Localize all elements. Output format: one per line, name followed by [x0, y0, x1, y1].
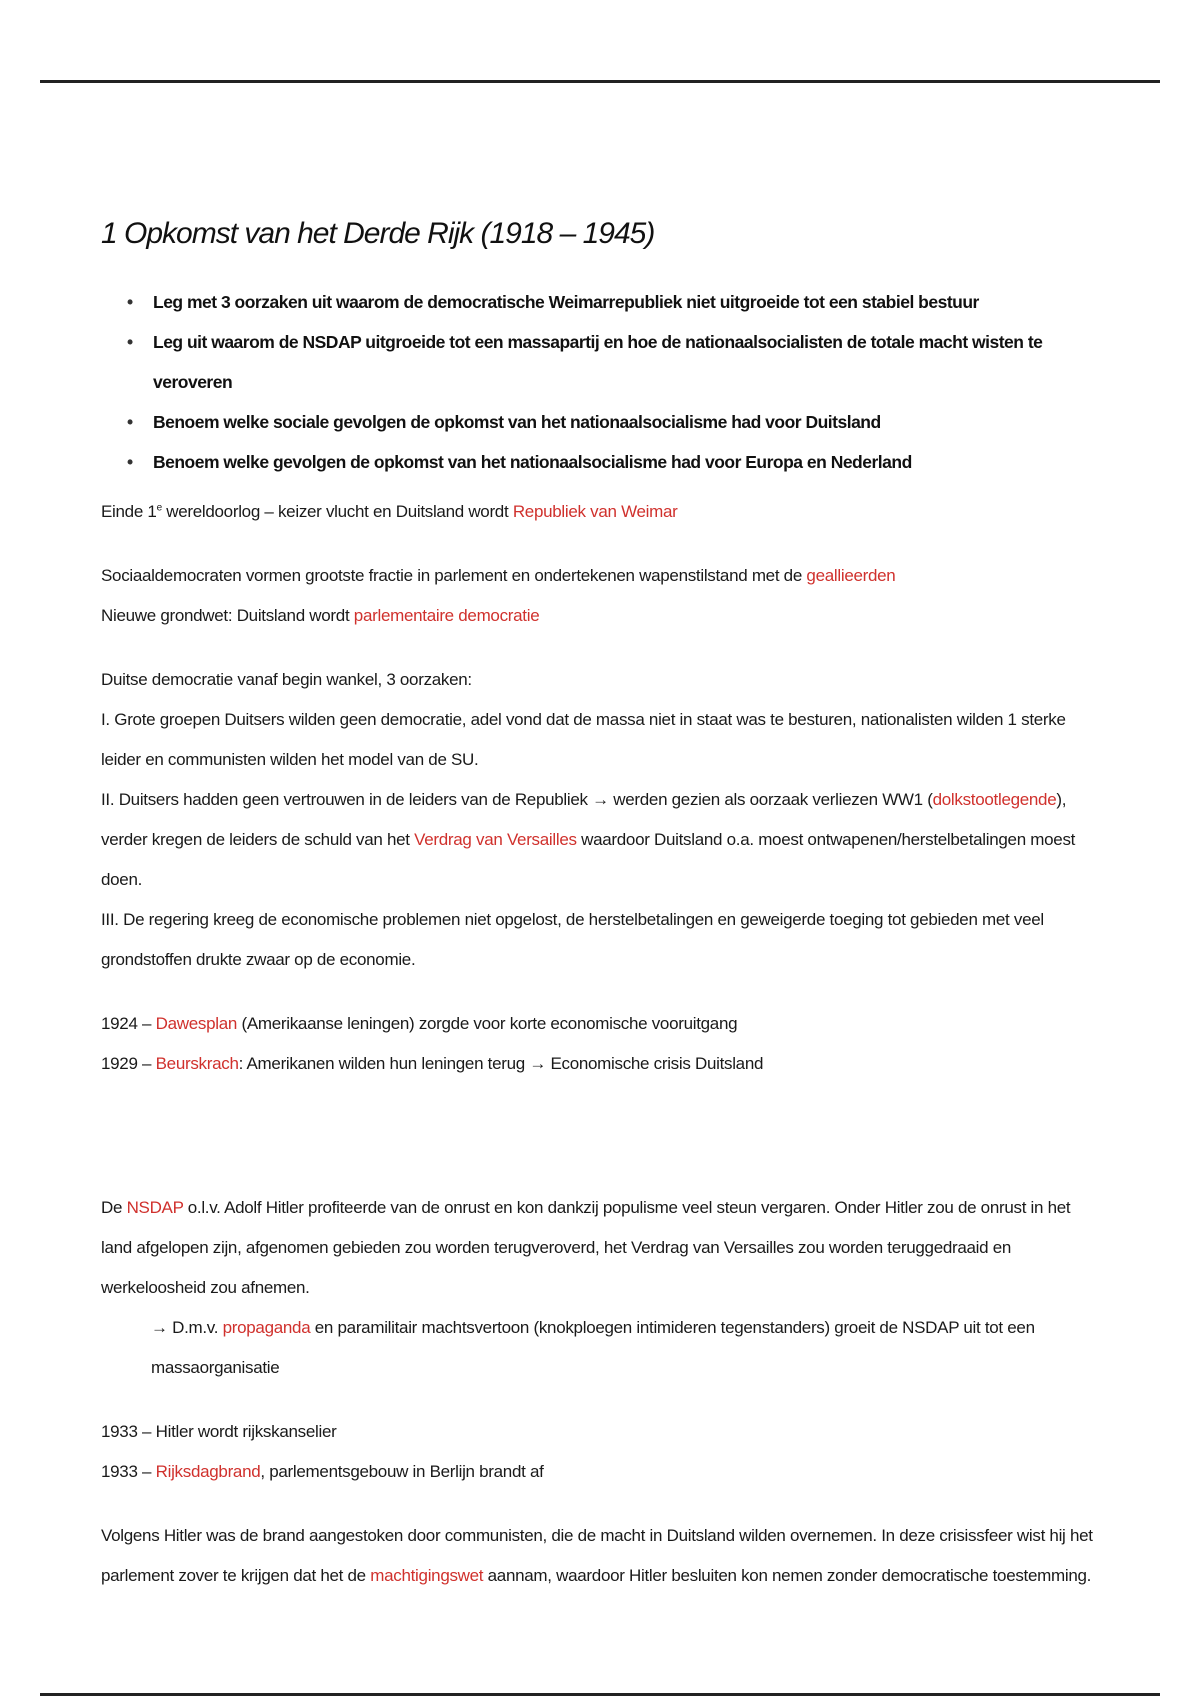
text: en paramilitair machtsvertoon (knokploegen intimideren tegenstanders) groeit de NSDAP uit tot een massaorganisatie — [151, 1318, 1035, 1377]
text: De — [101, 1198, 127, 1217]
highlight-term: Dawesplan — [155, 1014, 238, 1033]
objective-item: • Leg met 3 oorzaken uit waarom de democratische Weimarrepubliek niet uitgroeide tot een stabiel bestuur — [153, 282, 1101, 322]
timeline-1924 — [101, 1004, 1101, 1044]
paragraph-constitution — [101, 596, 1101, 636]
text: 1929 – — [101, 1054, 156, 1073]
highlight-term: propaganda — [222, 1318, 311, 1337]
text: , parlementsgebouw in Berlijn brandt af — [260, 1462, 544, 1481]
highlight-term: dolkstootlegende — [932, 790, 1057, 809]
learning-objectives — [101, 282, 1101, 482]
text: 1933 – — [101, 1462, 156, 1481]
text: o.l.v. Adolf Hitler profiteerde van de onrust en kon dankzij populisme veel steun vergaren. Onder Hitler zou de onrust in het land afgelopen zijn, afgenomen gebieden zou worden terugveroverd, het Verdrag van Versailles zou worden teruggedraaid en werkeloosheid zou afnemen. — [101, 1198, 1071, 1297]
cause-one: I. Grote groepen Duitsers wilden geen democratie, adel vond dat de massa niet in staat was te besturen, nationalisten wilden 1 sterke leider en communisten wilden het model van de SU. — [101, 710, 1066, 769]
text: II. Duitsers hadden geen vertrouwen in de leiders van de Republiek → werden gezien als oorzaak verliezen WW1 ( — [101, 790, 933, 809]
text: waardoor Duitsland o.a. moest ontwapenen/herstelbetalingen moest doen. — [101, 830, 1076, 889]
highlight-term: Verdrag van Versailles — [414, 830, 577, 849]
highlight-term: Beurskrach — [155, 1054, 239, 1073]
paragraph-social-democrats — [101, 556, 1101, 596]
text: 1924 – — [101, 1014, 156, 1033]
text: Einde 1 — [101, 502, 157, 521]
highlight-term: geallieerden — [806, 566, 896, 585]
superscript: e — [156, 502, 162, 514]
highlight-term: Republiek van Weimar — [512, 502, 678, 521]
text: wereldoorlog – keizer vlucht en Duitsland wordt — [161, 502, 513, 521]
text: : Amerikanen wilden hun leningen terug → Economische crisis Duitsland — [238, 1054, 764, 1073]
bottom-rule — [40, 1693, 1160, 1696]
paragraph-enabling-act — [101, 1516, 1101, 1596]
highlight-term: Rijksdagbrand — [155, 1462, 261, 1481]
paragraph-propaganda — [101, 1308, 1101, 1388]
text: (Amerikaanse leningen) zorgde voor korte economische vooruitgang — [237, 1014, 738, 1033]
objective-item: • Leg uit waarom de NSDAP uitgroeide tot een massapartij en hoe de nationaalsocialisten de totale macht wisten te veroveren — [153, 322, 1101, 402]
text: Volgens Hitler was de brand aangestoken door communisten, die de macht in Duitsland wilden overnemen. In deze crisissfeer wist hij het parlement zover te krijgen dat het de — [101, 1526, 1093, 1585]
cause-two — [101, 780, 1101, 900]
text: Nieuwe grondwet: Duitsland wordt — [101, 606, 354, 625]
timeline-1929 — [101, 1044, 1101, 1084]
paragraph-democracy-shaky: Duitse democratie vanaf begin wankel, 3 oorzaken: — [101, 670, 472, 689]
paragraph-nsdap — [101, 1188, 1101, 1308]
timeline-1933-chancellor: 1933 – Hitler wordt rijkskanselier — [101, 1422, 337, 1441]
highlight-term: machtigingswet — [370, 1566, 484, 1585]
text: → D.m.v. — [151, 1318, 223, 1337]
text: ), verder kregen de leiders de schuld van het — [101, 790, 1067, 849]
page-title: 1 Opkomst van het Derde Rijk (1918 – 1945) — [101, 217, 655, 250]
paragraph-end-ww1 — [101, 492, 1101, 532]
top-rule — [40, 80, 1160, 83]
objective-item: • Benoem welke sociale gevolgen de opkomst van het nationaalsocialisme had voor Duitsland — [153, 402, 1101, 442]
text: aannam, waardoor Hitler besluiten kon nemen zonder democratische toestemming. — [483, 1566, 1092, 1585]
highlight-term: NSDAP — [126, 1198, 184, 1217]
cause-three: III. De regering kreeg de economische problemen niet opgelost, de herstelbetalingen en geweigerde toeging tot gebieden met veel grondstoffen drukte zwaar op de economie. — [101, 910, 1044, 969]
document-body — [101, 206, 1101, 1596]
text: Sociaaldemocraten vormen grootste fractie in parlement en ondertekenen wapenstilstand met de — [101, 566, 807, 585]
timeline-1933-reichstag-fire — [101, 1452, 1101, 1492]
highlight-term: parlementaire democratie — [353, 606, 540, 625]
objective-item: • Benoem welke gevolgen de opkomst van het nationaalsocialisme had voor Europa en Nederland — [153, 442, 1101, 482]
